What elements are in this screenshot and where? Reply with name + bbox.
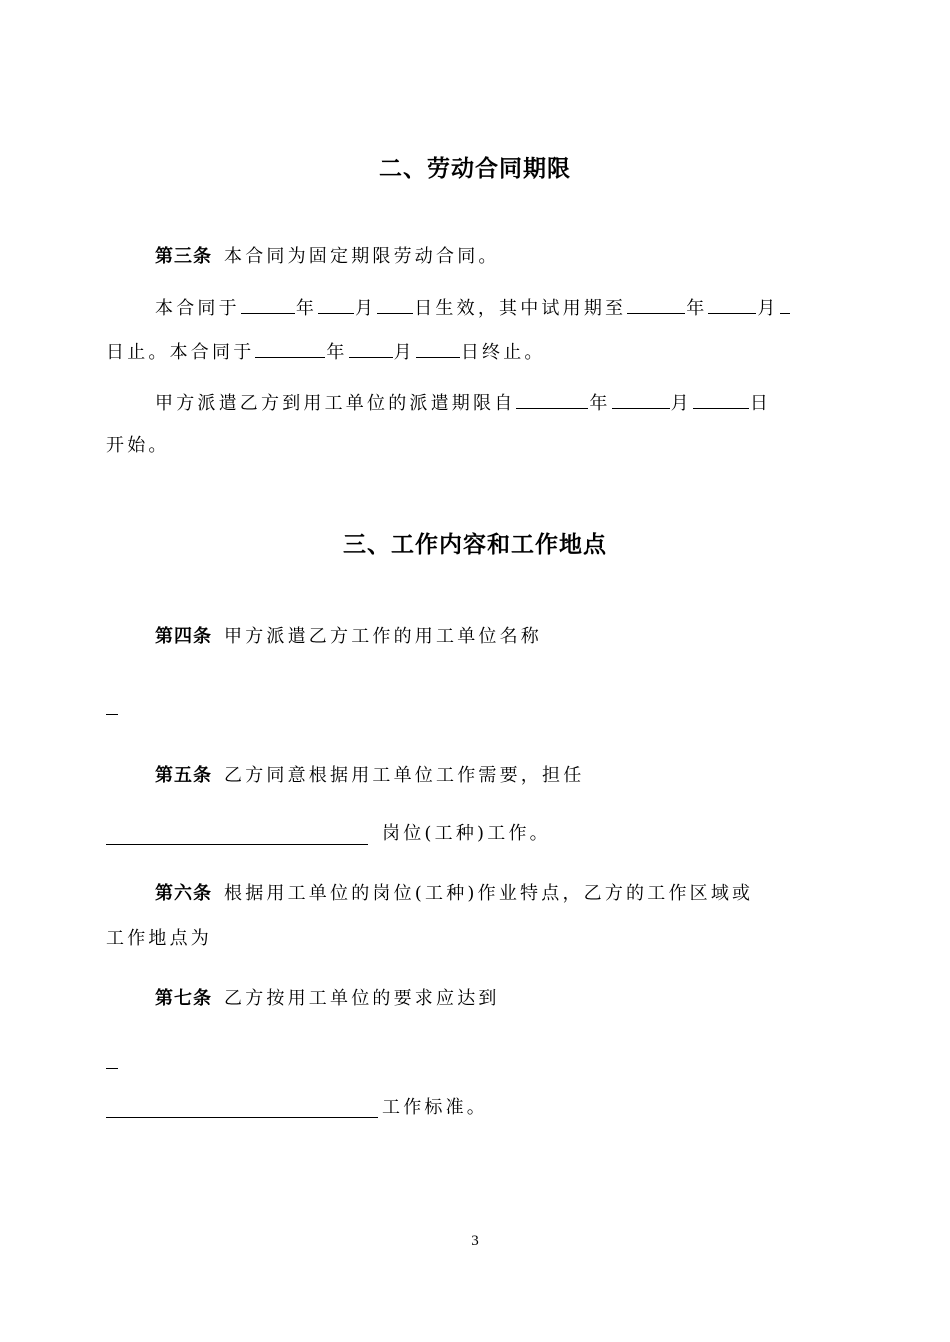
- section-heading-work: 三、工作内容和工作地点: [343, 532, 607, 558]
- blank-field-employer[interactable]: [106, 714, 118, 715]
- month-label: 月: [355, 298, 377, 319]
- blank-field[interactable]: [416, 339, 460, 358]
- article-5: [155, 764, 584, 788]
- blank-field[interactable]: [377, 295, 413, 314]
- year-label: 年: [589, 393, 611, 414]
- blank-field[interactable]: [708, 295, 756, 314]
- month-label: 月: [670, 393, 692, 414]
- end-suffix: 日终止。: [460, 342, 546, 363]
- blank-field[interactable]: [516, 390, 588, 409]
- blank-field[interactable]: [318, 295, 354, 314]
- blank-field[interactable]: [780, 295, 790, 314]
- article-7-text: 乙方按用工单位的要求应达到: [224, 988, 500, 1009]
- article-5-suffix: 岗位(工种)工作。: [382, 823, 551, 844]
- article-6: [155, 882, 753, 906]
- article-4-label: 第四条: [155, 626, 212, 647]
- blank-field[interactable]: [612, 390, 670, 409]
- page-number: 3: [471, 1233, 479, 1249]
- section-heading-term: 二、劳动合同期限: [379, 156, 571, 182]
- dispatch-term-cont: 开始。: [106, 435, 170, 456]
- blank-field-standard-b[interactable]: [106, 1117, 378, 1118]
- article-3: [155, 245, 500, 269]
- blank-field[interactable]: [241, 295, 295, 314]
- article-3-label: 第三条: [155, 246, 212, 267]
- blank-field[interactable]: [255, 339, 325, 358]
- year-label: 年: [295, 298, 318, 319]
- end-prefix: 日止。本合同于: [106, 342, 255, 363]
- year-label: 年: [326, 342, 348, 363]
- blank-field[interactable]: [349, 339, 393, 358]
- article-7-label: 第七条: [155, 988, 212, 1009]
- day-label: 日: [749, 393, 772, 414]
- month-label: 月: [393, 342, 415, 363]
- month-label: 月: [757, 298, 779, 319]
- effective-day-text: 日生效，其中试用期至: [414, 298, 627, 319]
- end-date-line: [106, 339, 546, 365]
- blank-field-position[interactable]: [106, 844, 368, 845]
- effective-prefix: 本合同于: [155, 298, 240, 319]
- blank-field[interactable]: [627, 295, 685, 314]
- blank-field-standard-a[interactable]: [106, 1068, 118, 1069]
- dispatch-prefix: 甲方派遣乙方到用工单位的派遣期限自: [155, 393, 516, 414]
- article-5-text: 乙方同意根据用工单位工作需要，担任: [224, 765, 585, 786]
- article-3-text: 本合同为固定期限劳动合同。: [224, 246, 500, 267]
- year-label: 年: [686, 298, 708, 319]
- effective-date-line: [155, 295, 791, 321]
- blank-field[interactable]: [693, 390, 749, 409]
- article-4-text: 甲方派遣乙方工作的用工单位名称: [224, 626, 542, 647]
- article-7-suffix: 工作标准。: [382, 1097, 488, 1118]
- article-4: [155, 625, 542, 649]
- article-5-label: 第五条: [155, 765, 212, 786]
- article-6-label: 第六条: [155, 883, 212, 904]
- article-6-text: 根据用工单位的岗位(工种)作业特点，乙方的工作区域或: [224, 883, 754, 904]
- article-7: [155, 987, 500, 1011]
- article-6-cont: 工作地点为: [106, 928, 212, 949]
- dispatch-term-line: [155, 390, 771, 416]
